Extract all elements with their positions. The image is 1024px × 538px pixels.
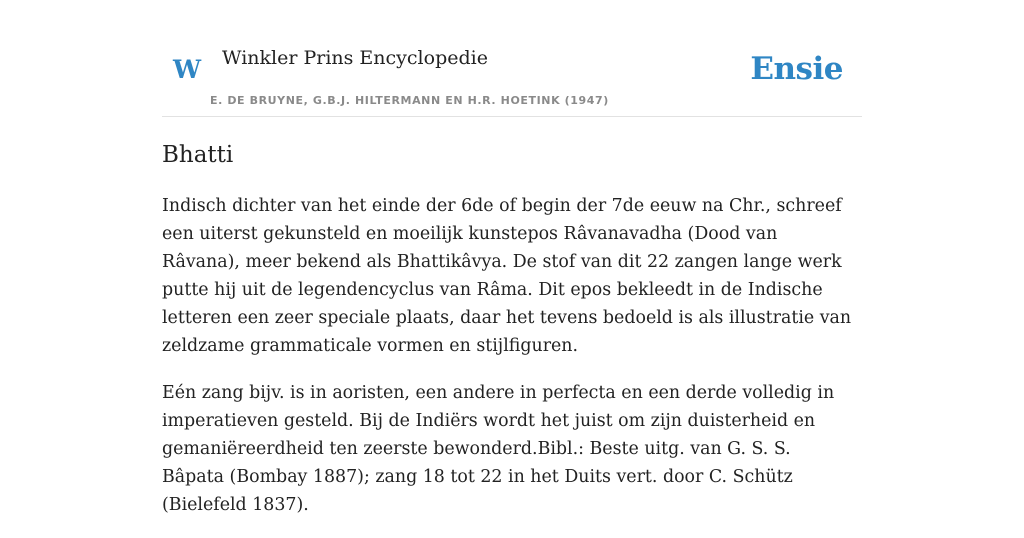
article-body	[162, 192, 852, 538]
article-paragraph: Indisch dichter van het einde der 6de of begin der 7de eeuw na Chr., schreef een uiterst gekunsteld en moeilijk kunstepos Râvanavadha (Dood van Râvana), meer bekend als Bhattikâvya. De stof van dit 22 zangen lange werk putte hij uit de legendencyclus van Râma. Dit epos bekleedt in de Indische letteren een zeer speciale plaats, daar het tevens bedoeld is als illustratie van zeldzame grammaticale vormen en stijlfiguren.	[162, 196, 852, 356]
header	[162, 0, 862, 117]
page	[162, 0, 862, 515]
publication-title[interactable]: Winkler Prins Encyclopedie	[222, 47, 488, 69]
publication-logo-icon[interactable]: W	[173, 55, 202, 84]
article-paragraph: Eén zang bijv. is in aoristen, een andere in perfecta en een derde volledig in imperatieven gesteld. Bij de Indiërs wordt het juist om zijn duisterheid en gemaniëreerdheid ten zeerste bewonderd.Bibl.: Beste uitg. van G. S. S. Bâpata (Bombay 1887); zang 18 tot 22 in het Duits vert. door C. Schütz (Bielefeld 1837).	[162, 383, 835, 515]
article-title: Bhatti	[162, 142, 234, 168]
publication-authors: E. DE BRUYNE, G.B.J. HILTERMANN EN H.R. HOETINK (1947)	[210, 94, 609, 107]
ensie-logo-link[interactable]: Ensie	[750, 51, 843, 87]
